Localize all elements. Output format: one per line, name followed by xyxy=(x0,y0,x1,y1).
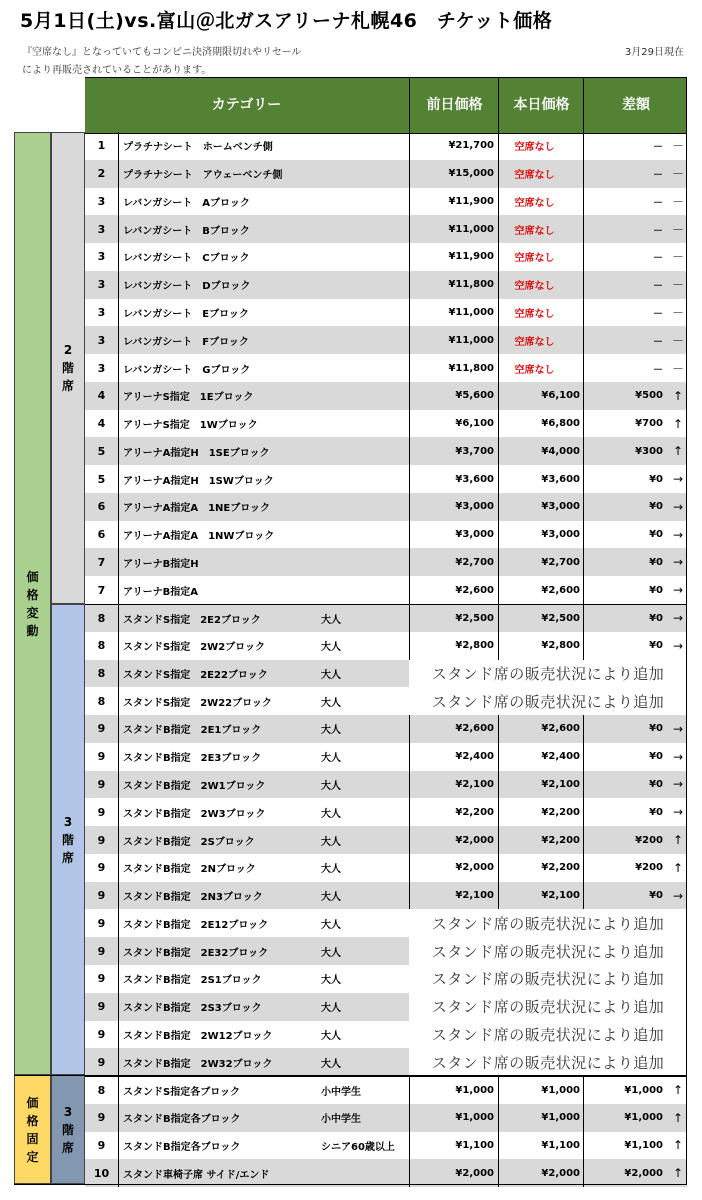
row-number: 9 xyxy=(85,909,119,937)
today-price: 空席なし xyxy=(498,326,580,354)
price-diff: ¥0 xyxy=(583,743,663,771)
seat-category: スタンドB指定 2W1ブロック xyxy=(123,780,266,792)
row-number: 9 xyxy=(85,882,119,910)
row-number: 3 xyxy=(85,326,119,354)
dash-icon: － xyxy=(671,361,684,376)
row-number: 9 xyxy=(85,854,119,882)
age-category: 大人 xyxy=(321,947,341,959)
group-floor-2 xyxy=(51,132,85,604)
prev-price: ¥3,000 xyxy=(409,521,494,549)
seat-category: アリーナA指定H 1SEブロック xyxy=(123,447,270,459)
group-label-char: 定 xyxy=(26,1149,39,1164)
dash-icon: － xyxy=(671,139,684,154)
arrow-right-icon: → xyxy=(672,527,684,542)
group-price-variable xyxy=(14,132,51,1075)
price-diff: － xyxy=(583,299,663,327)
seat-category: アリーナS指定 1Eブロック xyxy=(123,392,254,404)
table-row xyxy=(85,215,687,243)
group-floor-3 xyxy=(51,604,85,1075)
age-category: 大人 xyxy=(321,975,341,987)
prev-price: ¥11,900 xyxy=(409,243,494,271)
age-category: 大人 xyxy=(321,892,341,904)
arrow-up-icon: ↑ xyxy=(672,388,684,403)
availability-note: スタンド席の販売状況により追加 xyxy=(409,687,687,715)
seat-category: プラチナシート ホームベンチ側 xyxy=(123,142,273,154)
today-price: ¥3,000 xyxy=(498,493,580,521)
table-row xyxy=(85,660,687,688)
seat-category: スタンドB指定 2N3ブロック xyxy=(123,892,263,904)
dash-icon: － xyxy=(671,167,684,182)
row-number: 9 xyxy=(85,1132,119,1160)
table-row xyxy=(85,243,687,271)
availability-note: スタンド席の販売状況により追加 xyxy=(409,965,687,993)
header-category: カテゴリー xyxy=(211,97,282,113)
header-prev-price: 前日価格 xyxy=(409,78,499,133)
today-price: ¥2,800 xyxy=(498,632,580,660)
table-row xyxy=(85,854,687,882)
row-number: 9 xyxy=(85,771,119,799)
header-today-price: 本日価格 xyxy=(498,78,584,133)
prev-price: ¥11,800 xyxy=(409,271,494,299)
dash-icon: － xyxy=(671,194,684,209)
table-row xyxy=(85,299,687,327)
dash-icon: － xyxy=(671,250,684,265)
arrow-up-icon: ↑ xyxy=(672,833,684,848)
age-category: 大人 xyxy=(321,919,341,931)
price-diff: ¥0 xyxy=(583,576,663,604)
arrow-right-icon: → xyxy=(672,472,684,487)
price-diff: ¥0 xyxy=(583,798,663,826)
table-header xyxy=(85,77,687,134)
prev-price: ¥2,600 xyxy=(409,576,494,604)
row-number: 4 xyxy=(85,410,119,438)
today-price: ¥2,600 xyxy=(498,715,580,743)
seat-category: レバンガシート Eブロック xyxy=(123,308,249,320)
row-number: 9 xyxy=(85,993,119,1021)
group-label-char: 2 xyxy=(63,343,73,357)
age-category: シニア60歳以上 xyxy=(321,1141,395,1153)
table-row xyxy=(85,882,687,910)
arrow-right-icon: → xyxy=(672,721,684,736)
table-row xyxy=(85,354,687,382)
seat-category: スタンドS指定各ブロック xyxy=(123,1086,241,1098)
table-row xyxy=(85,1159,687,1187)
table-row xyxy=(85,188,687,216)
today-price: ¥1,000 xyxy=(498,1077,580,1104)
group-label-char: 3 xyxy=(63,1104,73,1119)
seat-category: スタンドB指定 2E3ブロック xyxy=(123,753,262,765)
age-category: 大人 xyxy=(321,753,341,765)
arrow-right-icon: → xyxy=(672,777,684,792)
row-number: 10 xyxy=(85,1159,119,1187)
seat-category: アリーナS指定 1Wブロック xyxy=(123,420,258,432)
seat-category: スタンドB指定 2S1ブロック xyxy=(123,975,262,987)
today-price: 空席なし xyxy=(498,188,580,216)
age-category: 大人 xyxy=(321,836,341,848)
today-price: ¥2,700 xyxy=(498,548,580,576)
seat-category: スタンドB指定 2Nブロック xyxy=(123,864,256,876)
as-of-date: 3月29日現在 xyxy=(624,47,684,58)
row-number: 2 xyxy=(85,160,119,188)
table-row xyxy=(85,909,687,937)
prev-price: ¥3,000 xyxy=(409,493,494,521)
row-number: 6 xyxy=(85,521,119,549)
price-diff: － xyxy=(583,271,663,299)
section-divider xyxy=(14,1075,687,1076)
table-row xyxy=(85,937,687,965)
prev-price: ¥2,000 xyxy=(409,1159,494,1187)
today-price: ¥2,200 xyxy=(498,826,580,854)
note-line-2: により再販売されていることがあります。 xyxy=(22,65,212,76)
prev-price: ¥2,000 xyxy=(409,854,494,882)
arrow-up-icon: ↑ xyxy=(672,1083,684,1098)
seat-category: スタンドS指定 2W2ブロック xyxy=(123,642,265,654)
price-diff: ¥0 xyxy=(583,632,663,660)
today-price: ¥2,600 xyxy=(498,576,580,604)
row-number: 3 xyxy=(85,354,119,382)
price-diff: － xyxy=(583,132,663,160)
row-number: 5 xyxy=(85,437,119,465)
prev-price: ¥2,400 xyxy=(409,743,494,771)
prev-price: ¥21,700 xyxy=(409,132,494,160)
seat-category: スタンドB指定各ブロック xyxy=(123,1114,241,1126)
price-diff: ¥0 xyxy=(583,882,663,910)
today-price: ¥4,000 xyxy=(498,437,580,465)
table-row xyxy=(85,632,687,660)
arrow-right-icon: → xyxy=(672,611,684,626)
age-category: 大人 xyxy=(321,614,341,626)
page-title: 5月1日(土)vs.富山＠北ガスアリーナ札幌46 チケット価格 xyxy=(20,10,553,32)
age-category: 大人 xyxy=(321,725,341,737)
table-bottom-border xyxy=(14,1184,687,1185)
prev-price: ¥3,600 xyxy=(409,465,494,493)
seat-category: プラチナシート アウェーベンチ側 xyxy=(123,170,283,182)
table-row xyxy=(85,715,687,743)
availability-note: スタンド席の販売状況により追加 xyxy=(409,1048,687,1076)
row-number: 9 xyxy=(85,965,119,993)
price-diff: ¥1,000 xyxy=(583,1077,663,1104)
today-price: 空席なし xyxy=(498,271,580,299)
row-number: 3 xyxy=(85,299,119,327)
prev-price: ¥2,100 xyxy=(409,771,494,799)
seat-category: アリーナA指定H 1SWブロック xyxy=(123,475,274,487)
row-number: 9 xyxy=(85,937,119,965)
age-category: 大人 xyxy=(321,1058,341,1070)
group-label-char: 格 xyxy=(26,1113,39,1128)
today-price: ¥1,100 xyxy=(498,1132,580,1160)
prev-price: ¥11,000 xyxy=(409,326,494,354)
price-diff: － xyxy=(583,326,663,354)
price-diff: ¥300 xyxy=(583,437,663,465)
availability-note: スタンド席の販売状況により追加 xyxy=(409,1021,687,1049)
today-price: ¥3,000 xyxy=(498,521,580,549)
row-number: 8 xyxy=(85,660,119,688)
price-diff: ¥0 xyxy=(583,715,663,743)
prev-price: ¥2,500 xyxy=(409,605,494,632)
today-price: ¥2,200 xyxy=(498,798,580,826)
row-number: 3 xyxy=(85,243,119,271)
group-label-char: 席 xyxy=(61,1140,74,1155)
seat-category: スタンドB指定各ブロック xyxy=(123,1141,241,1153)
price-diff: － xyxy=(583,243,663,271)
group-label-char: 階 xyxy=(61,1122,74,1137)
table-row xyxy=(85,410,687,438)
row-number: 7 xyxy=(85,548,119,576)
group-label-char: 席 xyxy=(61,379,74,393)
row-number: 9 xyxy=(85,1048,119,1076)
age-category: 大人 xyxy=(321,1003,341,1015)
arrow-right-icon: → xyxy=(672,749,684,764)
price-diff: － xyxy=(583,215,663,243)
today-price: 空席なし xyxy=(498,354,580,382)
group-label-char: 階 xyxy=(61,832,74,847)
seat-category: スタンドB指定 2E1ブロック xyxy=(123,725,262,737)
row-number: 9 xyxy=(85,743,119,771)
seat-category: スタンドS指定 2E22ブロック xyxy=(123,669,268,681)
prev-price: ¥11,800 xyxy=(409,354,494,382)
today-price: ¥3,600 xyxy=(498,465,580,493)
availability-note: スタンド席の販売状況により追加 xyxy=(409,660,687,688)
table-row xyxy=(85,965,687,993)
table-row xyxy=(85,1021,687,1049)
age-category: 大人 xyxy=(321,864,341,876)
table-row xyxy=(85,326,687,354)
price-table-body xyxy=(85,132,687,1187)
seat-category: スタンドB指定 2S3ブロック xyxy=(123,1003,262,1015)
group-label-char: 格 xyxy=(26,587,39,602)
age-category: 大人 xyxy=(321,642,341,654)
prev-price: ¥2,700 xyxy=(409,548,494,576)
prev-price: ¥2,000 xyxy=(409,826,494,854)
arrow-right-icon: → xyxy=(672,805,684,820)
table-row xyxy=(85,1048,687,1076)
prev-price: ¥2,800 xyxy=(409,632,494,660)
prev-price: ¥11,900 xyxy=(409,188,494,216)
group-label-char: 3 xyxy=(63,814,73,829)
dash-icon: － xyxy=(671,222,684,237)
age-category: 大人 xyxy=(321,1030,341,1042)
today-price: ¥2,100 xyxy=(498,771,580,799)
arrow-right-icon: → xyxy=(672,638,684,653)
seat-category: レバンガシート Bブロック xyxy=(123,225,250,237)
price-diff: ¥1,100 xyxy=(583,1132,663,1160)
seat-category: スタンドB指定 2W12ブロック xyxy=(123,1030,273,1042)
dash-icon: － xyxy=(671,305,684,320)
today-price: 空席なし xyxy=(498,243,580,271)
table-row xyxy=(85,604,687,632)
row-number: 7 xyxy=(85,576,119,604)
row-number: 3 xyxy=(85,188,119,216)
table-row xyxy=(85,743,687,771)
row-number: 9 xyxy=(85,826,119,854)
arrow-right-icon: → xyxy=(672,499,684,514)
price-diff: ¥0 xyxy=(583,548,663,576)
seat-category: スタンドS指定 2E2ブロック xyxy=(123,614,261,626)
seat-category: スタンドB指定 2Sブロック xyxy=(123,836,255,848)
price-diff: － xyxy=(583,354,663,382)
table-row xyxy=(85,271,687,299)
dash-icon: － xyxy=(671,278,684,293)
age-category: 小中学生 xyxy=(321,1086,361,1098)
prev-price: ¥6,100 xyxy=(409,410,494,438)
seat-category: レバンガシート Gブロック xyxy=(123,364,251,376)
arrow-up-icon: ↑ xyxy=(672,860,684,875)
price-diff: ¥1,000 xyxy=(583,1104,663,1132)
today-price: ¥1,000 xyxy=(498,1104,580,1132)
price-diff: － xyxy=(583,160,663,188)
note-line-1: 『空席なし』となっていてもコンビニ決済期限切れやリセール xyxy=(22,47,302,58)
row-number: 6 xyxy=(85,493,119,521)
group-label-char: 席 xyxy=(61,850,74,865)
seat-category: レバンガシート Cブロック xyxy=(123,253,250,265)
price-diff: ¥0 xyxy=(583,521,663,549)
age-category: 大人 xyxy=(321,808,341,820)
table-row xyxy=(85,771,687,799)
seat-category: スタンドS指定 2W22ブロック xyxy=(123,697,272,709)
availability-note: スタンド席の販売状況により追加 xyxy=(409,937,687,965)
arrow-up-icon: ↑ xyxy=(672,416,684,431)
row-number: 4 xyxy=(85,382,119,410)
table-row xyxy=(85,687,687,715)
dash-icon: － xyxy=(671,333,684,348)
arrow-up-icon: ↑ xyxy=(672,1110,684,1125)
price-diff: ¥700 xyxy=(583,410,663,438)
table-row xyxy=(85,798,687,826)
today-price: ¥2,100 xyxy=(498,882,580,910)
price-diff: ¥0 xyxy=(583,465,663,493)
row-number: 8 xyxy=(85,687,119,715)
row-number: 9 xyxy=(85,1021,119,1049)
arrow-right-icon: → xyxy=(672,555,684,570)
table-row xyxy=(85,437,687,465)
today-price: 空席なし xyxy=(498,215,580,243)
group-label-char: 動 xyxy=(26,623,39,638)
row-number: 9 xyxy=(85,715,119,743)
seat-category: アリーナB指定A xyxy=(123,586,198,598)
prev-price: ¥2,200 xyxy=(409,798,494,826)
seat-category: アリーナA指定A 1NEブロック xyxy=(123,503,271,515)
table-row xyxy=(85,382,687,410)
row-number: 5 xyxy=(85,465,119,493)
age-category: 小中学生 xyxy=(321,1114,361,1126)
prev-price: ¥11,000 xyxy=(409,299,494,327)
table-row xyxy=(85,493,687,521)
availability-note: スタンド席の販売状況により追加 xyxy=(409,993,687,1021)
table-row xyxy=(85,1076,687,1104)
availability-note: スタンド席の販売状況により追加 xyxy=(409,909,687,937)
seat-category: スタンドB指定 2W32ブロック xyxy=(123,1058,273,1070)
row-number: 9 xyxy=(85,1104,119,1132)
arrow-right-icon: → xyxy=(672,583,684,598)
today-price: ¥2,200 xyxy=(498,854,580,882)
seat-category: レバンガシート Fブロック xyxy=(123,336,249,348)
seat-category: アリーナA指定A 1NWブロック xyxy=(123,531,275,543)
seat-category: レバンガシート Dブロック xyxy=(123,281,251,293)
table-row xyxy=(85,993,687,1021)
price-diff: ¥500 xyxy=(583,382,663,410)
table-row xyxy=(85,1104,687,1132)
prev-price: ¥1,100 xyxy=(409,1132,494,1160)
group-label-char: 価 xyxy=(26,1095,39,1110)
prev-price: ¥3,700 xyxy=(409,437,494,465)
seat-category: スタンド車椅子席 サイド/エンド xyxy=(123,1169,270,1181)
seat-category: スタンドB指定 2E32ブロック xyxy=(123,947,269,959)
prev-price: ¥2,600 xyxy=(409,715,494,743)
row-number: 1 xyxy=(85,132,119,160)
row-number: 8 xyxy=(85,605,119,632)
age-category: 大人 xyxy=(321,780,341,792)
group-label-char: 価 xyxy=(26,569,39,584)
row-number: 3 xyxy=(85,271,119,299)
age-category: 大人 xyxy=(321,697,341,709)
table-row xyxy=(85,1132,687,1160)
today-price: ¥2,500 xyxy=(498,605,580,632)
arrow-up-icon: ↑ xyxy=(672,1166,684,1181)
group-label-char: 固 xyxy=(26,1131,39,1146)
group-label-char: 階 xyxy=(61,361,74,375)
table-row xyxy=(85,521,687,549)
price-diff: ¥0 xyxy=(583,605,663,632)
prev-price: ¥1,000 xyxy=(409,1077,494,1104)
seat-category: アリーナB指定H xyxy=(123,558,199,570)
row-number: 8 xyxy=(85,1077,119,1104)
table-right-border xyxy=(686,77,687,1185)
price-diff: － xyxy=(583,188,663,216)
seat-category: レバンガシート Aブロック xyxy=(123,197,250,209)
row-number: 9 xyxy=(85,798,119,826)
today-price: 空席なし xyxy=(498,132,580,160)
table-row xyxy=(85,826,687,854)
table-row xyxy=(85,465,687,493)
today-price: ¥6,800 xyxy=(498,410,580,438)
today-price: 空席なし xyxy=(498,160,580,188)
price-diff: ¥200 xyxy=(583,826,663,854)
arrow-right-icon: → xyxy=(672,888,684,903)
arrow-up-icon: ↑ xyxy=(672,1138,684,1153)
row-number: 8 xyxy=(85,632,119,660)
prev-price: ¥5,600 xyxy=(409,382,494,410)
table-row xyxy=(85,548,687,576)
arrow-up-icon: ↑ xyxy=(672,444,684,459)
group-label-char: 変 xyxy=(26,605,39,620)
header-diff: 差額 xyxy=(583,78,688,133)
price-diff: ¥2,000 xyxy=(583,1159,663,1187)
seat-category: スタンドB指定 2W3ブロック xyxy=(123,808,266,820)
table-row xyxy=(85,160,687,188)
prev-price: ¥1,000 xyxy=(409,1104,494,1132)
group-price-fixed xyxy=(14,1075,51,1184)
table-row xyxy=(85,576,687,604)
prev-price: ¥15,000 xyxy=(409,160,494,188)
price-diff: ¥0 xyxy=(583,771,663,799)
price-diff: ¥200 xyxy=(583,854,663,882)
group-floor-3-fixed xyxy=(51,1075,85,1184)
table-row xyxy=(85,132,687,160)
prev-price: ¥2,100 xyxy=(409,882,494,910)
today-price: ¥2,000 xyxy=(498,1159,580,1187)
today-price: 空席なし xyxy=(498,299,580,327)
age-category: 大人 xyxy=(321,669,341,681)
prev-price: ¥11,000 xyxy=(409,215,494,243)
today-price: ¥2,400 xyxy=(498,743,580,771)
seat-category: スタンドB指定 2E12ブロック xyxy=(123,919,269,931)
row-number: 3 xyxy=(85,215,119,243)
price-diff: ¥0 xyxy=(583,493,663,521)
today-price: ¥6,100 xyxy=(498,382,580,410)
